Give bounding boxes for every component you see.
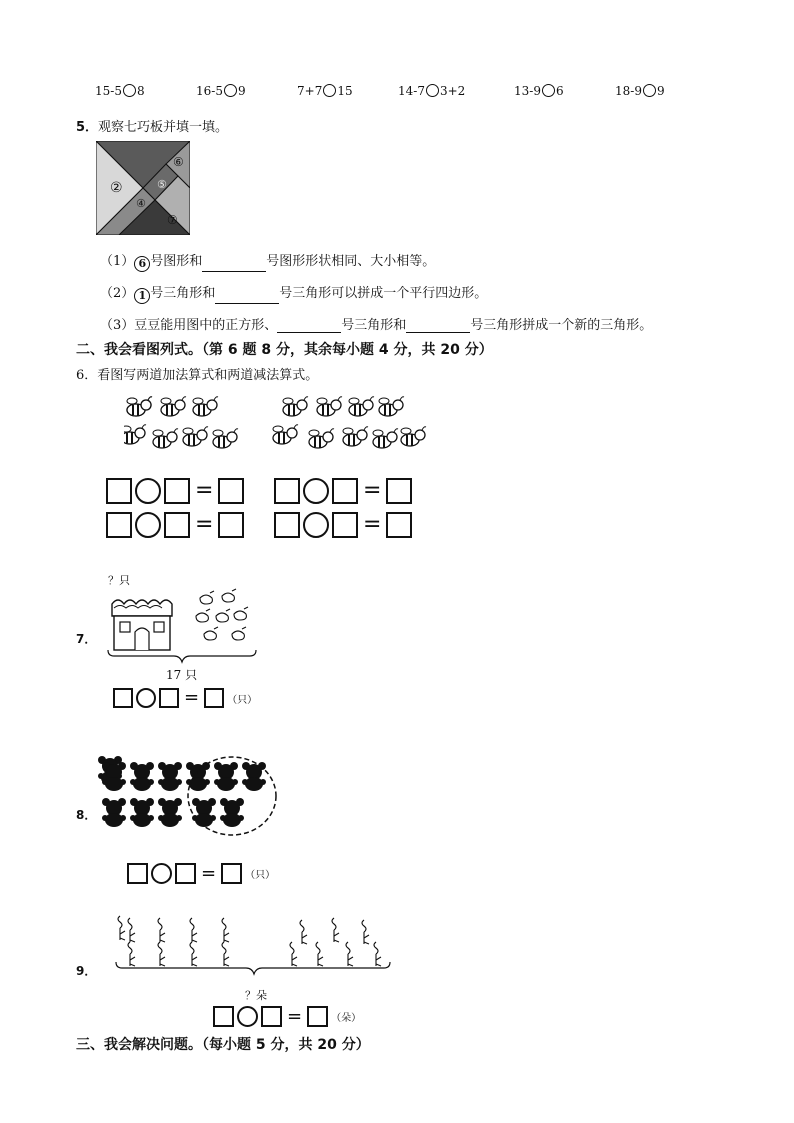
section-2-heading: 二、我会看图列式。（第 6 题 8 分，其余每小题 4 分，共 20 分） — [76, 342, 493, 358]
comparison-3[interactable]: 7+7 15 — [297, 84, 353, 98]
compare-circle[interactable] — [643, 84, 656, 97]
tangram-label-4: ④ — [136, 197, 146, 210]
answer-blank[interactable] — [406, 318, 470, 333]
circled-number-1: 1 — [134, 288, 150, 304]
answer-box[interactable] — [221, 863, 242, 884]
answer-box[interactable] — [175, 863, 196, 884]
answer-blank[interactable] — [215, 289, 279, 304]
answer-blank[interactable] — [277, 318, 341, 333]
equals-sign: = — [201, 862, 217, 884]
answer-box[interactable] — [164, 512, 190, 538]
question-7-number: 7． — [76, 632, 97, 646]
equation-row — [106, 478, 244, 504]
house-chickens-figure — [104, 586, 260, 666]
equals-sign: = — [363, 512, 382, 537]
answer-box[interactable] — [106, 478, 132, 504]
equation-row — [127, 863, 275, 884]
answer-box[interactable] — [332, 478, 358, 504]
compare-circle[interactable] — [123, 84, 136, 97]
compare-circle[interactable] — [224, 84, 237, 97]
equation-row — [106, 512, 244, 538]
equals-sign: = — [287, 1005, 303, 1027]
question-8-number: 8． — [76, 808, 97, 822]
question-5-part-1: （1） 6 号图形和 号图形形状相同、大小相等。 — [100, 254, 436, 270]
answer-box[interactable] — [332, 512, 358, 538]
compare-circle[interactable] — [426, 84, 439, 97]
question-5-part-3: （3）豆豆能用图中的正方形、 号三角形和 号三角形拼成一个新的三角形。 — [100, 318, 653, 333]
tangram-figure — [96, 141, 190, 235]
answer-blank[interactable] — [202, 257, 266, 272]
operator-circle[interactable] — [135, 478, 161, 504]
operator-circle[interactable] — [303, 512, 329, 538]
answer-box[interactable] — [307, 1006, 328, 1027]
comparison-4[interactable]: 14-7 3+2 — [398, 84, 466, 98]
brace — [108, 650, 256, 662]
compare-circle[interactable] — [323, 84, 336, 97]
question-6-title: 6．看图写两道加法算式和两道减法算式。 — [76, 368, 319, 383]
bees-group-left — [124, 396, 244, 462]
answer-box[interactable] — [218, 512, 244, 538]
answer-box[interactable] — [218, 478, 244, 504]
equals-sign: = — [363, 478, 382, 503]
unit-label: （只） — [227, 694, 258, 706]
operator-circle[interactable] — [151, 863, 172, 884]
operator-circle[interactable] — [237, 1006, 258, 1027]
answer-box[interactable] — [106, 512, 132, 538]
equals-sign: = — [195, 512, 214, 537]
comparison-1[interactable]: 15-5 8 — [95, 84, 145, 98]
answer-box[interactable] — [127, 863, 148, 884]
question-9-bottom-label: ？朵 — [245, 989, 267, 1002]
operator-circle[interactable] — [135, 512, 161, 538]
equals-sign: = — [184, 687, 200, 708]
answer-box[interactable] — [386, 512, 412, 538]
compare-circle[interactable] — [542, 84, 555, 97]
answer-box[interactable] — [274, 478, 300, 504]
comparison-5[interactable]: 13-9 6 — [514, 84, 564, 98]
tangram-label-5: ⑤ — [157, 178, 167, 191]
comparison-row — [0, 84, 794, 100]
answer-box[interactable] — [386, 478, 412, 504]
question-9-number: 9． — [76, 964, 97, 978]
circled-number-6: 6 — [134, 256, 150, 272]
equation-row — [274, 512, 412, 538]
tangram-label-7: ⑦ — [167, 213, 178, 227]
answer-box[interactable] — [113, 688, 133, 708]
house-icon — [112, 600, 172, 650]
operator-circle[interactable] — [303, 478, 329, 504]
comparison-2[interactable]: 16-5 9 — [196, 84, 246, 98]
answer-box[interactable] — [213, 1006, 234, 1027]
bees-group-right — [270, 396, 430, 462]
flowers-figure — [112, 914, 396, 984]
answer-box[interactable] — [164, 478, 190, 504]
answer-box[interactable] — [274, 512, 300, 538]
comparison-6[interactable]: 18-9 9 — [615, 84, 665, 98]
question-7-bottom-label: 17 只 — [166, 668, 198, 682]
tangram-label-6: ⑥ — [173, 155, 184, 169]
section-3-heading: 三、我会解决问题。（每小题 5 分，共 20 分） — [76, 1037, 370, 1053]
answer-box[interactable] — [261, 1006, 282, 1027]
unit-label: （朵） — [331, 1013, 362, 1024]
equals-sign: = — [195, 478, 214, 503]
chicken-icons — [196, 589, 248, 640]
operator-circle[interactable] — [136, 688, 156, 708]
question-5-part-2: （2） 1 号三角形和 号三角形可以拼成一个平行四边形。 — [100, 286, 488, 302]
flower-icon — [118, 916, 125, 940]
answer-box[interactable] — [159, 688, 179, 708]
unit-label: （只） — [245, 870, 276, 881]
bears-figure — [98, 756, 282, 840]
question-7-top-label: ？只 — [108, 574, 130, 587]
equation-row — [213, 1006, 361, 1027]
equation-row — [274, 478, 412, 504]
answer-box[interactable] — [204, 688, 224, 708]
equation-row — [113, 688, 257, 708]
question-5-title: 5．观察七巧板并填一填。 — [76, 120, 229, 135]
tangram-label-2: ② — [110, 180, 123, 196]
